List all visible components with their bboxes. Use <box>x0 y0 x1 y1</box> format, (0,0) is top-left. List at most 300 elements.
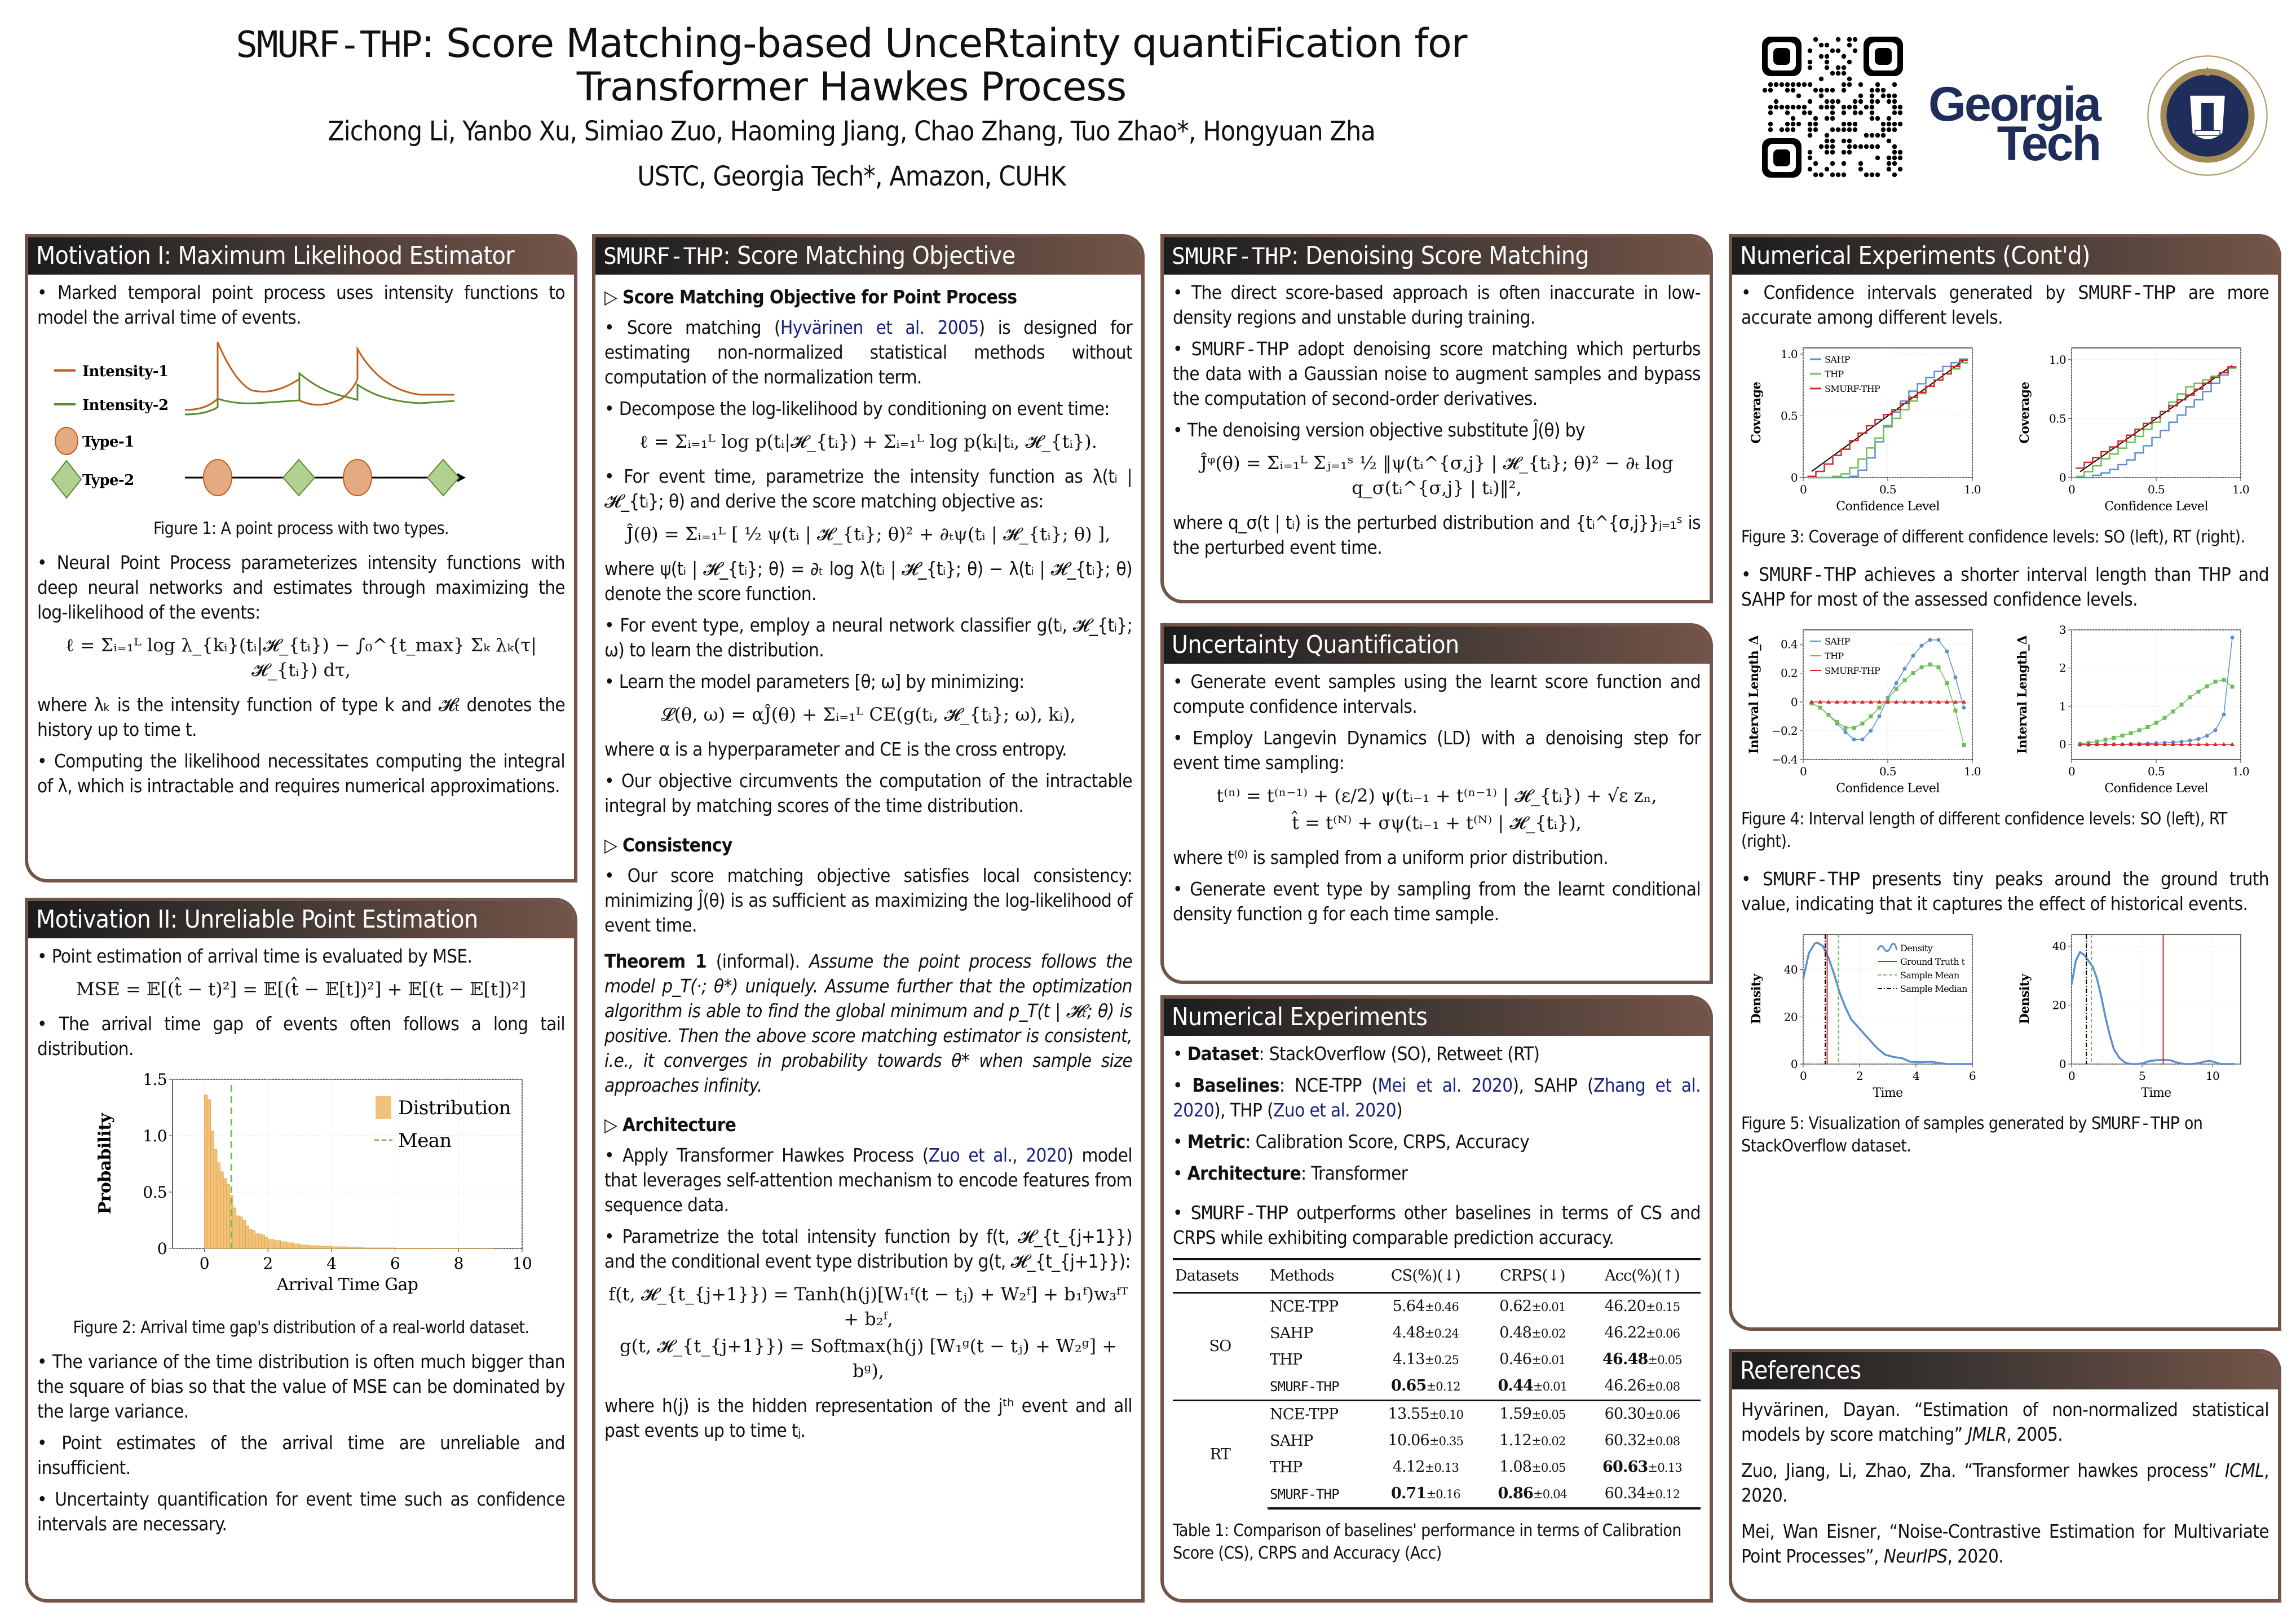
histogram-bar <box>220 1172 224 1248</box>
table-caption: Table 1: Comparison of baselines' performance in terms of Calibration Score (CS), CRPS and Accuracy (Acc) <box>1173 1521 1681 1563</box>
event-type-2 <box>427 460 459 496</box>
block-heading: Numerical Experiments <box>1164 999 1710 1036</box>
data-point <box>2231 636 2235 639</box>
figure-3-right-chart <box>2010 337 2269 523</box>
paragraph: • Decompose the log-likelihood by conditioning on event time: <box>604 398 1110 420</box>
histogram-bar <box>242 1220 246 1248</box>
data-point <box>1945 681 1949 685</box>
y-tick-label: 0.5 <box>1780 409 1798 423</box>
item-label: Metric <box>1187 1131 1246 1153</box>
data-point <box>1869 729 1873 732</box>
y-tick-label: 0 <box>1790 1057 1798 1071</box>
x-tick-label: 8 <box>453 1254 463 1273</box>
col-header: CRPS(↓) <box>1481 1259 1584 1293</box>
legend-distribution: Distribution <box>398 1097 511 1119</box>
x-axis-label: Confidence Level <box>1836 500 1940 514</box>
equation: Ĵ(θ) = Σᵢ₌₁ᴸ [ ½ ψ(tᵢ | 𝓗_{tᵢ}; θ)² + ∂ₜψ(tᵢ | 𝓗_{tᵢ}; θ) ], <box>626 523 1111 545</box>
heading-text: : Denoising Score Matching <box>1291 241 1589 270</box>
paragraph <box>604 315 1132 390</box>
paragraph: where t⁽⁰⁾ is sampled from a uniform prior distribution. <box>1173 846 1609 868</box>
theorem-paren: (informal). <box>707 950 810 972</box>
type-1-circle-icon <box>55 427 78 454</box>
value: 13.55 <box>1388 1405 1429 1423</box>
acronym: SMURF-THP <box>1191 338 1289 360</box>
legend-mean: Mean <box>398 1129 452 1152</box>
y-tick-label: 2 <box>2059 661 2066 675</box>
crps-cell <box>1481 1401 1584 1428</box>
figure-2-histogram <box>37 1068 569 1305</box>
data-point <box>2205 685 2209 689</box>
x-tick-label: 2 <box>1856 1069 1864 1083</box>
data-point <box>2188 739 2192 743</box>
title-line1: : Score Matching-based UnceRtainty quantiFication for <box>421 20 1467 67</box>
legend-intensity-1: Intensity-1 <box>82 363 169 380</box>
histogram-bar <box>299 1245 309 1248</box>
histogram-bar <box>287 1243 293 1248</box>
text: Zuo, Jiang, Li, Zhao, Zha. “Transformer hawkes process” <box>1741 1459 2225 1481</box>
title-line2: Transformer Hawkes Process <box>576 64 1127 110</box>
item-text: : Transformer <box>1301 1162 1408 1184</box>
paragraph: • Generate event samples using the learnt score function and compute confidence intervals. <box>1173 670 1701 717</box>
data-point <box>1937 638 1941 642</box>
item-text: : StackOverflow (SO), Retweet (RT) <box>1259 1043 1540 1065</box>
equation: ℓ = Σᵢ₌₁ᴸ log p(tᵢ|𝓗_{tᵢ}) + Σᵢ₌₁ᴸ log p(kᵢ|tᵢ, 𝓗_{tᵢ}). <box>639 431 1097 452</box>
paragraph: • SMURF-THP presents tiny peaks around the ground truth value, indicating that it captures the effect of historical events. <box>1741 868 2269 915</box>
histogram-bar <box>227 1184 230 1248</box>
y-tick-label: 0 <box>2059 471 2066 484</box>
block-heading: Motivation I: Maximum Likelihood Estimator <box>28 237 574 275</box>
histogram-bar <box>214 1149 217 1248</box>
event-type-1 <box>204 460 232 496</box>
figure-5-right-chart <box>2010 923 2269 1109</box>
method-cell: NCE-TPP <box>1268 1401 1370 1428</box>
acronym: SMURF-THP <box>2077 281 2176 303</box>
qr-code-icon[interactable] <box>1762 37 1903 178</box>
paragraph: • Uncertainty quantification for event time such as confidence intervals are necessary. <box>37 1488 565 1535</box>
paragraph: • Computing the likelihood necessitates computing the integral of λ, which is intractable and requires numerical approximations. <box>37 750 565 797</box>
histogram-bar <box>319 1246 332 1248</box>
paragraph: • Our score matching objective satisfies local consistency: minimizing Ĵ(θ) is as sufficient as maximizing the log-likelihood of event time. <box>604 864 1132 936</box>
results-table <box>1173 1258 1701 1510</box>
std-dev: ±0.06 <box>1645 1327 1680 1340</box>
cs-cell <box>1370 1347 1481 1373</box>
data-point <box>1852 726 1856 730</box>
figure-4-left-chart <box>1741 619 2001 805</box>
std-dev: ±0.05 <box>1531 1408 1566 1422</box>
data-point <box>2222 713 2226 717</box>
x-tick-label: 1.0 <box>2232 483 2250 496</box>
text: outperforms other baselines in terms of CS and CRPS while exhibiting comparable prediction accuracy. <box>1173 1202 1701 1248</box>
std-dev: ±0.13 <box>1424 1461 1459 1475</box>
paragraph: • SMURF-THP outperforms other baselines in terms of CS and CRPS while exhibiting comparable prediction accuracy. <box>1173 1202 1701 1248</box>
y-tick-label: 1.0 <box>2048 352 2066 367</box>
georgia-tech-seal-icon <box>2145 54 2269 178</box>
equation: t⁽ⁿ⁾ = t⁽ⁿ⁻¹⁾ + (ε/2) ψ(tᵢ₋₁ + t⁽ⁿ⁻¹⁾ | 𝓗_{tᵢ}) + √ε zₙ, <box>1216 785 1657 806</box>
crps-cell <box>1481 1428 1584 1454</box>
data-point <box>1937 665 1941 669</box>
data-point <box>1911 671 1915 675</box>
histogram-bar <box>255 1234 259 1248</box>
venue: JMLR <box>1967 1423 2007 1445</box>
logo-word-tech: Tech <box>1997 117 2100 171</box>
std-dev: ±0.06 <box>1645 1408 1680 1422</box>
legend-label: SMURF-THP <box>1825 383 1880 394</box>
data-point <box>1869 714 1873 718</box>
std-dev: ±0.12 <box>1645 1488 1680 1501</box>
cs-cell <box>1370 1428 1481 1454</box>
x-tick-label: 5 <box>2138 1069 2146 1083</box>
histogram-bar <box>268 1239 274 1248</box>
cs-cell <box>1370 1293 1481 1321</box>
theorem <box>604 949 1132 1098</box>
text: adopt denoising score matching which perturbs the data with a Gaussian noise to augment samples and bypass the computation of second-order derivatives. <box>1173 338 1701 409</box>
legend-label: Density <box>1900 943 1933 954</box>
col-header: Datasets <box>1173 1259 1268 1293</box>
text: Hyvärinen, Dayan. “Estimation of non-normalized statistical models by score matching” <box>1741 1398 2269 1445</box>
data-point <box>2104 738 2108 742</box>
figure-5-left-chart <box>1741 923 2001 1109</box>
numerical-experiments-block <box>1160 995 1713 1603</box>
text: are more accurate among different levels. <box>1741 281 2269 328</box>
x-axis-label: Time <box>1873 1086 1903 1100</box>
text: • Score matching ( <box>604 316 781 338</box>
y-axis-label: Probability <box>95 1113 115 1215</box>
citation-link[interactable]: Hyvärinen et al. 2005 <box>780 316 979 338</box>
x-axis-label: Confidence Level <box>2104 500 2208 514</box>
y-tick-label: 0 <box>2059 1057 2066 1071</box>
y-tick-label: 0 <box>1790 471 1798 484</box>
value: 4.13 <box>1392 1351 1425 1368</box>
data-point <box>2197 690 2201 694</box>
std-dev: ±0.10 <box>1429 1408 1464 1422</box>
table-header-row <box>1173 1259 1701 1293</box>
x-tick-label: 0 <box>2068 483 2076 496</box>
y-tick-label: 1.0 <box>143 1126 167 1145</box>
crps-cell <box>1481 1373 1584 1401</box>
text: Figure 5: Visualization of samples generated by <box>1741 1114 2091 1133</box>
method-cell: SMURF-THP <box>1268 1481 1370 1508</box>
paragraph: where α is a hyperparameter and CE is the cross entropy. <box>604 738 1067 760</box>
data-point <box>2188 695 2192 699</box>
value: 60.30 <box>1604 1405 1646 1423</box>
x-tick-label: 6 <box>1968 1069 1976 1083</box>
heading-acronym: SMURF-THP <box>1172 244 1292 270</box>
venue: ICML <box>2224 1459 2264 1481</box>
value: 60.34 <box>1604 1485 1646 1502</box>
x-tick-label: 1.0 <box>1963 765 1981 778</box>
paragraph: • SMURF-THP adopt denoising score matching which perturbs the data with a Gaussian noise to augment samples and bypass the computation of second-order derivatives. <box>1173 338 1701 409</box>
histogram-bar <box>281 1242 287 1248</box>
x-tick-label: 0.5 <box>1879 765 1897 778</box>
y-tick-label: 3 <box>2059 623 2066 637</box>
block-heading: References <box>1732 1352 2278 1389</box>
table-row <box>1173 1401 1701 1428</box>
legend-distribution-swatch <box>376 1096 391 1119</box>
data-point <box>1827 713 1831 717</box>
data-point <box>2231 685 2235 689</box>
type-2-diamond-icon <box>52 461 81 498</box>
histogram-bar <box>309 1246 319 1248</box>
heading-text: : Score Matching Objective <box>723 241 1015 270</box>
poster-header <box>0 0 2296 214</box>
figure-3 <box>1741 337 2269 523</box>
text: presents tiny peaks around the ground truth value, indicating that it captures the effect of historical events. <box>1741 868 2269 915</box>
acronym: SMURF-THP <box>1190 1202 1288 1224</box>
histogram-bar <box>207 1100 211 1248</box>
y-tick-label: 0.4 <box>1780 637 1798 651</box>
std-dev: ±0.25 <box>1424 1353 1459 1367</box>
paragraph: • Point estimation of arrival time is evaluated by MSE. <box>37 945 473 967</box>
histogram-bar <box>293 1244 299 1248</box>
x-tick-label: 0 <box>2068 1069 2076 1083</box>
y-axis-label: Coverage <box>1749 382 1764 444</box>
y-tick-label: 1 <box>2059 699 2066 713</box>
subsection-heading: ▷ Consistency <box>604 834 732 856</box>
std-dev: ±0.05 <box>1648 1353 1682 1367</box>
col-header: Methods <box>1268 1259 1370 1293</box>
item-text: ), SAHP ( <box>1512 1074 1594 1096</box>
std-dev: ±0.08 <box>1645 1435 1680 1448</box>
histogram-bar <box>274 1241 280 1248</box>
value: 46.22 <box>1604 1324 1646 1341</box>
citation-link[interactable]: Zhang et al. 2020 <box>1173 1074 1701 1121</box>
citation-link[interactable]: Zuo et al. 2020 <box>1273 1099 1397 1121</box>
y-tick-label: 0.5 <box>143 1182 167 1202</box>
std-dev: ±0.35 <box>1429 1435 1464 1448</box>
paragraph: where ψ(tᵢ | 𝓗_{tᵢ}; θ) = ∂ₜ log λ(tᵢ | 𝓗_{tᵢ}; θ) − λ(tᵢ | 𝓗_{tᵢ}; θ) denote the score function. <box>604 558 1132 604</box>
equation: f(t, 𝓗_{t_{j+1}}) = Tanh(h(j)[W₁ᶠ(t − tⱼ) + W₂ᶠ] + b₁ᶠ)w₃ᶠᵀ + b₂ᶠ, <box>608 1283 1128 1330</box>
y-tick-label: 0 <box>157 1239 167 1258</box>
paragraph: • The arrival time gap of events often follows a long tail distribution. <box>37 1013 565 1060</box>
paragraph <box>604 1143 1132 1217</box>
citation-link[interactable]: Zuo et al., 2020 <box>928 1144 1067 1166</box>
author-list: Zichong Li, Yanbo Xu, Simiao Zuo, Haoming Jiang, Chao Zhang, Tuo Zhao*, Hongyuan Zha <box>328 116 1375 147</box>
y-tick-label: 20 <box>1783 1010 1798 1024</box>
histogram-bar <box>249 1229 252 1248</box>
y-axis-label: Coverage <box>2017 382 2032 444</box>
text: on StackOverflow dataset. <box>1741 1114 2203 1156</box>
list-item: • Architecture: Transformer <box>1173 1162 1408 1184</box>
value: 1.59 <box>1499 1405 1532 1423</box>
text: • Apply Transformer Hawkes Process ( <box>604 1144 929 1166</box>
std-dev: ±0.02 <box>1531 1435 1566 1448</box>
crps-cell <box>1481 1481 1584 1508</box>
col-header: CS(%)(↓) <box>1370 1259 1481 1293</box>
histogram-bar <box>258 1234 262 1248</box>
text: , 2005. <box>2006 1423 2063 1445</box>
subsection-heading: ▷ Architecture <box>604 1114 736 1136</box>
x-tick-label: 0 <box>2068 765 2076 778</box>
data-point <box>1954 709 1958 713</box>
x-tick-label: 0.5 <box>2147 765 2165 778</box>
acc-cell <box>1584 1293 1701 1321</box>
mse-equation: MSE = 𝔼[(t̂ − t)²] = 𝔼[(t̂ − 𝔼[t])²] + 𝔼[(t − 𝔼[t])²] <box>76 978 527 1000</box>
value: 46.26 <box>1604 1377 1646 1394</box>
std-dev: ±0.08 <box>1645 1380 1680 1393</box>
histogram-bar <box>239 1217 242 1248</box>
y-tick-label: −0.4 <box>1771 753 1798 766</box>
data-point <box>2180 703 2184 707</box>
equation: Ĵᵠ(θ) = Σᵢ₌₁ᴸ Σⱼ₌₁ˢ ½ ‖ψ(tᵢ^{σ,j} | 𝓗_{tᵢ}; θ)² − ∂ₜ log q_σ(tᵢ^{σ,j} | tᵢ)‖², <box>1200 452 1674 498</box>
y-axis-label: Density <box>2017 974 2032 1025</box>
y-tick-label: 40 <box>2052 939 2066 953</box>
acc-cell <box>1584 1401 1701 1428</box>
std-dev: ±0.04 <box>1533 1488 1568 1501</box>
intensity-1-curve <box>185 342 454 410</box>
x-tick-label: 0 <box>1799 765 1807 778</box>
x-tick-label: 6 <box>390 1254 400 1273</box>
item-text: : NCE-TPP ( <box>1279 1074 1378 1096</box>
histogram-bar <box>223 1179 227 1248</box>
paragraph: • The direct score-based approach is often inaccurate in low-density regions and unstable during training. <box>1173 281 1701 328</box>
crps-cell <box>1481 1454 1584 1481</box>
figure-4-right-chart <box>2010 619 2269 805</box>
x-tick-label: 0.5 <box>2147 483 2165 496</box>
paragraph: • Point estimates of the arrival time are unreliable and insufficient. <box>37 1432 565 1479</box>
x-tick-label: 4 <box>326 1254 337 1273</box>
x-axis-label: Time <box>2141 1086 2171 1100</box>
item-text: ), THP ( <box>1214 1099 1274 1121</box>
block-heading: Motivation II: Unreliable Point Estimation <box>28 901 574 938</box>
std-dev: ±0.01 <box>1531 1353 1566 1367</box>
x-axis-label: Confidence Level <box>1836 782 1940 796</box>
table-row <box>1173 1293 1701 1321</box>
equation: t̂ = t⁽ᴺ⁾ + σψ(tᵢ₋₁ + t⁽ᴺ⁾ | 𝓗_{tᵢ}), <box>1292 812 1582 833</box>
std-dev: ±0.46 <box>1424 1300 1459 1314</box>
histogram-bar <box>262 1235 265 1248</box>
item-label: Architecture <box>1187 1162 1301 1184</box>
std-dev: ±0.24 <box>1424 1327 1459 1340</box>
value: 0.44 <box>1498 1377 1533 1394</box>
col-header: Acc(%)(↑) <box>1584 1259 1701 1293</box>
data-point <box>1878 714 1882 718</box>
list-item: • Dataset: StackOverflow (SO), Retweet (RT) <box>1173 1043 1540 1065</box>
data-point <box>2171 709 2175 713</box>
value: 1.08 <box>1499 1458 1532 1476</box>
legend-type-1: Type-1 <box>82 434 134 451</box>
crps-cell <box>1481 1347 1584 1373</box>
crps-cell <box>1481 1320 1584 1347</box>
value: 5.64 <box>1392 1298 1425 1315</box>
x-tick-label: 4 <box>1912 1069 1920 1083</box>
paragraph: where h(j) is the hidden representation of the jᵗʰ event and all past events up to time tⱼ. <box>604 1394 1132 1441</box>
figure-caption: Figure 2: Arrival time gap's distribution of a real-world dataset. <box>73 1318 529 1338</box>
block-heading <box>1164 237 1710 275</box>
data-point <box>1920 665 1924 669</box>
legend-label: THP <box>1825 651 1844 661</box>
value: 60.63 <box>1602 1458 1648 1476</box>
text: , 2020. <box>1947 1545 2004 1567</box>
data-point <box>2214 728 2218 732</box>
method-cell: NCE-TPP <box>1270 1298 1339 1316</box>
data-point <box>2222 678 2226 682</box>
score-matching-objective-block <box>592 234 1145 1603</box>
data-point <box>1895 687 1898 691</box>
motivation-2-block <box>25 898 577 1603</box>
histogram-bar <box>332 1247 347 1248</box>
list-item: • Metric: Calibration Score, CRPS, Accuracy <box>1173 1131 1530 1153</box>
y-tick-label: 0.2 <box>1780 666 1798 680</box>
cs-cell <box>1370 1481 1481 1508</box>
value: 4.12 <box>1392 1458 1425 1476</box>
text: • Confidence intervals generated by <box>1741 281 2078 303</box>
paragraph: • Neural Point Process parameterizes intensity functions with deep neural networks and estimates through maximizing the log-likelihood of the events: <box>37 551 565 623</box>
data-point <box>2163 716 2167 720</box>
plot-frame <box>2072 934 2241 1064</box>
figure-caption: Figure 4: Interval length of different confidence levels: SO (left), RT (right). <box>1741 809 2227 851</box>
data-point <box>1945 650 1949 654</box>
histogram-bar <box>233 1208 236 1248</box>
data-point <box>2154 721 2158 725</box>
data-point <box>2205 734 2209 738</box>
x-axis-label: Confidence Level <box>2104 782 2208 796</box>
cs-cell <box>1370 1401 1481 1428</box>
legend-label: SAHP <box>1825 354 1850 365</box>
x-tick-label: 2 <box>263 1254 273 1273</box>
y-tick-label: 1.0 <box>1780 347 1798 361</box>
y-tick-label: −0.2 <box>1771 723 1798 738</box>
heading-acronym: SMURF-THP <box>603 244 723 270</box>
data-point <box>1911 654 1915 658</box>
histogram-bar <box>246 1226 249 1248</box>
x-tick-label: 10 <box>2205 1069 2220 1083</box>
reference-item <box>1741 1458 2269 1508</box>
item-label: Dataset <box>1187 1043 1259 1065</box>
equation: g(t, 𝓗_{t_{j+1}}) = Softmax(h(j) [W₁ᵍ(t − tⱼ) + W₂ᵍ] + bᵍ), <box>619 1335 1118 1382</box>
citation-link[interactable]: Mei et al. 2020 <box>1377 1074 1513 1096</box>
data-point <box>2121 734 2125 738</box>
acronym: SMURF-THP <box>1762 868 1860 890</box>
figure-caption: Figure 1: A point process with two types. <box>153 519 449 539</box>
figure-3-left-chart <box>1741 337 2001 523</box>
dataset-cell: RT <box>1173 1401 1268 1509</box>
paragraph: • Parametrize the total intensity function by f(t, 𝓗_{t_{j+1}}) and the conditional event type distribution by g(t, 𝓗_{t_{j+1}}): <box>604 1225 1132 1272</box>
paragraph: • For event time, parametrize the intensity function as λ(tᵢ | 𝓗_{tᵢ}; θ) and derive the score matching objective as: <box>604 465 1132 512</box>
legend-label: SMURF-THP <box>1825 665 1880 676</box>
std-dev: ±0.01 <box>1533 1380 1568 1393</box>
item-text: : Calibration Score, CRPS, Accuracy <box>1245 1131 1530 1153</box>
legend-label: Ground Truth t <box>1900 956 1965 967</box>
data-point <box>1928 638 1932 642</box>
method-cell: THP <box>1270 1351 1302 1369</box>
value: 60.32 <box>1604 1432 1646 1449</box>
paragraph: • Marked temporal point process uses intensity functions to model the arrival time of events. <box>37 281 565 328</box>
x-tick-label: 1.0 <box>1963 483 1981 496</box>
histogram-bar <box>264 1237 268 1248</box>
value: 0.71 <box>1390 1485 1427 1502</box>
legend-label: SAHP <box>1825 636 1850 647</box>
value: 46.20 <box>1604 1298 1646 1315</box>
x-tick-label: 1.0 <box>2232 765 2250 778</box>
acc-cell <box>1584 1320 1701 1347</box>
data-point <box>1861 738 1865 742</box>
y-tick-label: 20 <box>2052 998 2066 1012</box>
cs-cell <box>1370 1320 1481 1347</box>
data-point <box>1903 667 1907 671</box>
data-point <box>1920 644 1924 648</box>
y-tick-label: 1.5 <box>143 1070 167 1089</box>
method-cell: THP <box>1270 1458 1302 1476</box>
crps-cell <box>1481 1293 1584 1321</box>
paragraph: • For event type, employ a neural network classifier g(tᵢ, 𝓗_{tᵢ}; ω) to learn the distribution. <box>604 614 1132 661</box>
std-dev: ±0.16 <box>1426 1488 1460 1501</box>
event-type-1 <box>343 460 372 496</box>
value: 1.12 <box>1499 1432 1532 1449</box>
figure-5 <box>1741 923 2269 1109</box>
data-point <box>2197 737 2201 741</box>
legend-label: Sample Median <box>1900 983 1967 994</box>
value: 0.65 <box>1390 1377 1427 1394</box>
